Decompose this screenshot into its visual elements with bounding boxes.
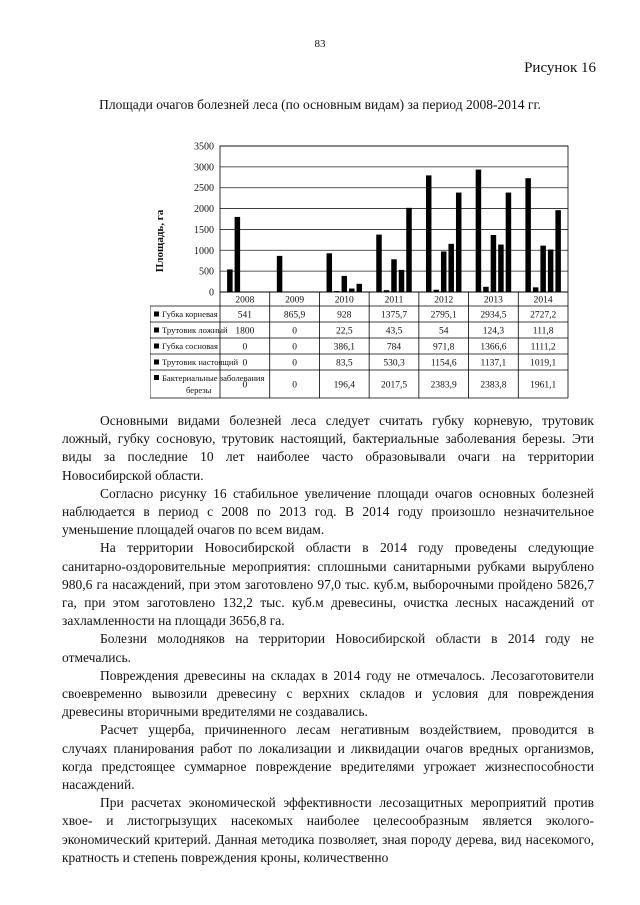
x-category-label: 2010 — [334, 295, 354, 306]
bar-2-2008 — [235, 217, 241, 292]
paragraph: Расчет ущерба, причиненного лесам негативным воздействием, проводится в случаях планирования работ по локализации и ликвидации очагов вредных организмов, когда предстоящее суммарное повреждение вредителями угрожает жизнеспособности насаждений. — [62, 722, 594, 793]
x-category-label: 2013 — [483, 295, 503, 306]
data-label: 1366,6 — [480, 342, 507, 353]
legend-key — [154, 360, 159, 365]
y-axis-title: Площадь, га — [154, 209, 166, 273]
y-tick-label: 0 — [209, 287, 214, 299]
data-label: 1137,1 — [480, 358, 507, 369]
legend-label: Губка сосновая — [162, 341, 218, 351]
data-label: 865,9 — [283, 310, 306, 321]
data-label: 0 — [292, 358, 297, 369]
data-label: 0 — [292, 326, 297, 337]
bar-5-2014 — [555, 210, 561, 292]
data-label: 2017,5 — [380, 380, 408, 391]
data-label: 1961,1 — [530, 380, 557, 391]
bar-3-2011 — [391, 259, 397, 292]
legend-label: Трутовик ложный — [162, 325, 228, 335]
data-label: 541 — [237, 310, 252, 321]
y-axis-ticks — [194, 142, 214, 299]
data-label: 111,8 — [532, 326, 554, 337]
bar-2-2014 — [533, 287, 539, 292]
x-category-label: 2008 — [235, 295, 255, 306]
data-label: 1111,2 — [530, 342, 556, 353]
data-table — [150, 292, 568, 398]
data-label: 54 — [438, 326, 449, 337]
data-label: 2795,1 — [430, 310, 457, 321]
bar-2-2012 — [433, 290, 439, 292]
bar-4-2010 — [349, 289, 355, 292]
bar-1-2009 — [277, 256, 283, 292]
bar-1-2008 — [227, 269, 233, 292]
bar-5-2011 — [406, 208, 412, 292]
legend-key — [154, 375, 159, 380]
paragraph: Болезни молодняков на территории Новосибирской области в 2014 году не отмечались. — [62, 631, 594, 665]
data-label: 2934,5 — [480, 310, 507, 321]
data-label: 124,3 — [482, 326, 505, 337]
bar-3-2013 — [491, 235, 497, 292]
bar-2-2010 — [334, 291, 340, 292]
data-label: 196,4 — [333, 380, 355, 391]
bar-2-2011 — [384, 290, 390, 292]
bar-5-2013 — [506, 193, 512, 292]
bar-4-2014 — [548, 249, 554, 292]
y-tick-label: 3500 — [194, 141, 214, 153]
y-tick-label: 500 — [199, 266, 214, 278]
data-label: 784 — [386, 342, 402, 353]
disease-area-chart — [150, 138, 570, 400]
bar-1-2011 — [376, 235, 382, 292]
data-label: 2383,8 — [480, 380, 507, 391]
bar-1-2013 — [476, 170, 482, 292]
bar-3-2014 — [540, 246, 546, 292]
data-label: 0 — [242, 358, 248, 369]
bar-1-2012 — [426, 175, 432, 292]
bar-5-2010 — [357, 284, 363, 292]
figure-label: Рисунок 16 — [524, 60, 596, 76]
y-tick-label: 1500 — [194, 224, 214, 236]
y-tick-label: 3000 — [194, 162, 214, 174]
data-label: 530,3 — [383, 358, 405, 369]
bar-1-2014 — [525, 178, 531, 292]
data-label: 2383,9 — [430, 380, 457, 391]
figure-title: Площади очагов болезней леса (по основным видам) за период 2008-2014 гг. — [99, 97, 541, 112]
data-label: 2727,2 — [530, 310, 557, 321]
data-label: 386,1 — [333, 342, 355, 353]
x-category-label: 2014 — [533, 295, 553, 306]
data-label: 1154,6 — [430, 358, 457, 369]
y-tick-label: 2500 — [194, 183, 214, 195]
y-tick-label: 1000 — [194, 245, 214, 257]
data-label: 1019,1 — [530, 358, 557, 369]
bar-3-2010 — [342, 276, 348, 292]
data-label: 1800 — [235, 326, 255, 337]
data-label: 0 — [242, 342, 248, 353]
legend-key — [154, 312, 159, 317]
data-label: 0 — [292, 342, 297, 353]
data-label: 83,5 — [335, 358, 353, 369]
bar-4-2013 — [498, 245, 504, 292]
y-tick-label: 2000 — [194, 204, 214, 216]
x-category-label: 2012 — [434, 295, 454, 306]
data-label: 43,5 — [385, 326, 403, 337]
data-label: 0 — [242, 380, 248, 391]
x-category-label: 2009 — [285, 295, 305, 306]
data-label: 928 — [337, 310, 352, 321]
paragraph: На территории Новосибирской области в 2014 году проведены следующие санитарно-оздоровительные мероприятия: сплошными санитарными рубками вырублено 980,6 га насаждений, при этом заготовлено 97,0 тыс. куб.м, выборочными пройдено 5826,7 га, при этом заготовлено 132,2 тыс. куб.м древесины, очистка лесных насаждений от захламленности на площади 3656,8 га. — [62, 540, 594, 629]
legend-label: Трутовик настоящий — [162, 357, 239, 367]
body-text — [62, 412, 594, 867]
paragraph: Согласно рисунку 16 стабильное увеличение площади очагов основных болезней наблюдается в период с 2008 по 2013 год. В 2014 году произошло незначительное уменьшение площадей очагов по всем видам. — [62, 485, 594, 538]
page-number: 83 — [314, 38, 326, 50]
legend-key — [154, 344, 159, 349]
bar-3-2012 — [441, 251, 447, 292]
paragraph: Повреждения древесины на складах в 2014 году не отмечалось. Лесозаготовители своевременно вывозили древесину с верхних складов и условия для повреждения древесины вторичными вредителями не создавались. — [62, 667, 594, 720]
data-label: 971,8 — [433, 342, 455, 353]
bar-1-2010 — [327, 253, 333, 292]
legend-label: Бактериальные заболевания — [162, 373, 265, 383]
paragraph: Основными видами болезней леса следует считать губку корневую, трутовик ложный, губку сосновую, трутовик настоящий, бактериальные заболевания березы. Эти виды за последние 10 лет наиболее часто образовывали очаги на территории Новосибирской области. — [62, 413, 594, 483]
legend-key — [154, 328, 159, 333]
paragraph: При расчетах экономической эффективности лесозащитных мероприятий против хвое- и листогрызущих насекомых наиболее целесообразным является эколого-экономический критерий. Данная методика позволяет, зная породу дерева, вид насекомого, кратность и степень повреждения кроны, количественно — [62, 795, 594, 865]
bar-5-2012 — [456, 193, 462, 292]
data-label: 22,5 — [335, 326, 353, 337]
bar-4-2012 — [448, 244, 454, 292]
x-category-label: 2011 — [384, 295, 404, 306]
data-label: 0 — [292, 380, 297, 391]
legend-label: березы — [186, 385, 212, 395]
bar-4-2011 — [399, 270, 405, 292]
bar-2-2013 — [483, 287, 489, 292]
legend-label: Губка корневая — [162, 309, 218, 319]
data-label: 1375,7 — [380, 310, 408, 321]
